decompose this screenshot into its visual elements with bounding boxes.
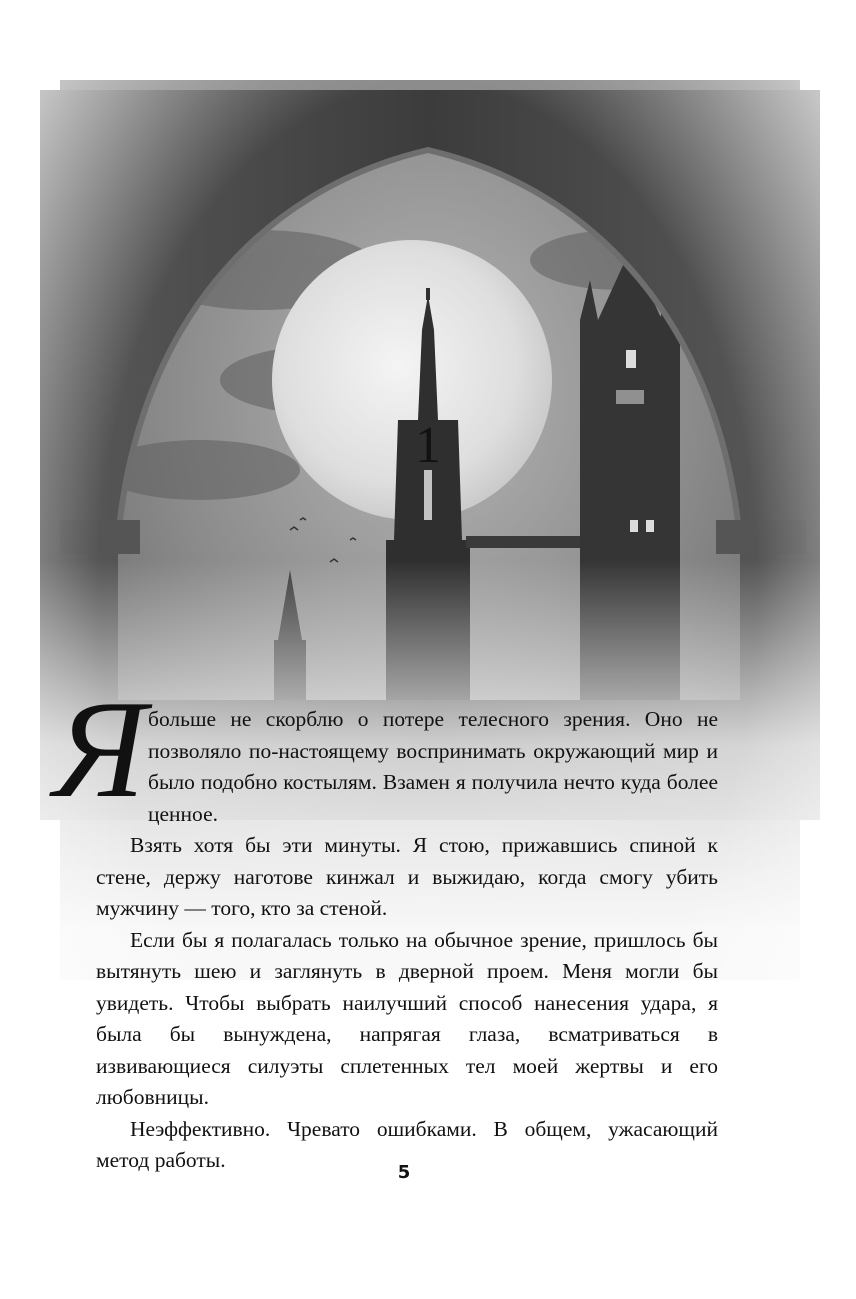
paragraph: больше не скорблю о потере телесного зрения. Оно не позволяло по-настоящему воспринимать окружающий мир и было подобно костылям. Взамен я получила нечто куда более ценное. (148, 707, 718, 826)
top-margin (0, 0, 856, 80)
page-number: 5 (397, 1162, 411, 1183)
paragraph: Если бы я полагалась только на обычное зрение, пришлось бы вытянуть шею и заглянуть в дверной проем. Меня могли бы увидеть. Чтобы выбрать наилучший способ нанесения удара, я была бы вынуждена, напрягая глаза, всматриваться в извивающиеся силуэты сплетенных тел моей жертвы и его любовницы. (96, 927, 718, 1109)
paragraph: Взять хотя бы эти минуты. Я стою, прижавшись спиной к стене, держу наготове кинжал и выжидаю, когда смогу убить мужчину — того, кто за стеной. (96, 833, 718, 920)
paragraph: Неэффективно. Чревато ошибками. В общем, ужасающий метод работы. (96, 1116, 718, 1172)
chapter-text (96, 704, 718, 1177)
chapter-number: 1 (415, 417, 441, 474)
drop-cap: Я (54, 672, 147, 827)
